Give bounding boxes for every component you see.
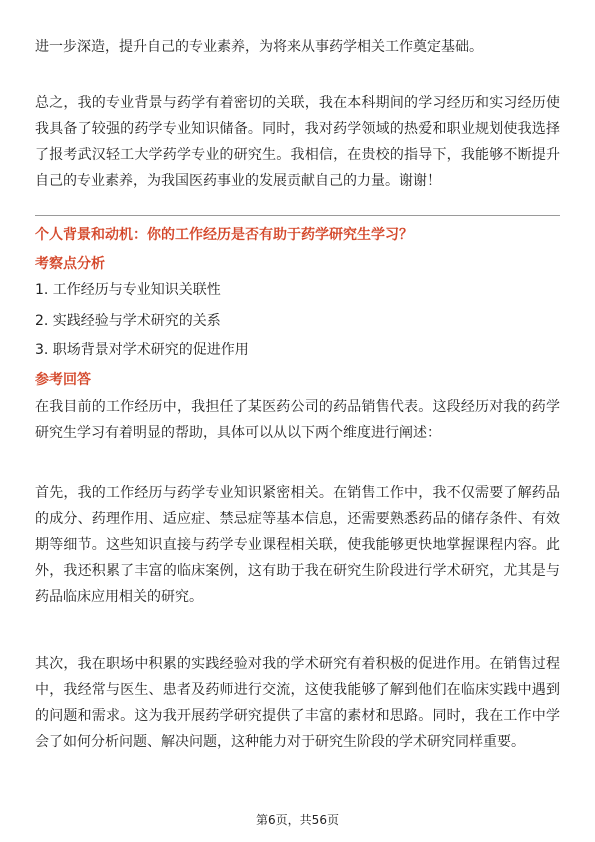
section-divider xyxy=(35,215,560,216)
analysis-title: 考察点分析 xyxy=(35,256,105,272)
question-heading: 个人背景和动机：你的工作经历是否有助于药学研究生学习？ xyxy=(35,227,413,243)
intro-paragraph: 进一步深造，提升自己的专业素养，为将来从事药学相关工作奠定基础。 xyxy=(35,39,483,55)
summary-paragraph: 总之，我的专业背景与药学有着密切的关联，我在本科期间的学习经历和实习经历使我具备了较强的药学专业知识储备。同时，我对药学领域的热爱和职业规划使我选择了报考武汉轻工大学药学专业的研究生。我相信，在贵校的指导下，我能够不断提升自己的专业素养，为我国医药事业的发展贡献自己的力量。谢谢！ xyxy=(35,95,560,189)
answer-paragraph: 其次，我在职场中积累的实践经验对我的学术研究有着积极的促进作用。在销售过程中，我经常与医生、患者及药师进行交流，这使我能够了解到他们在临床实践中遇到的问题和需求。这为我开展药学研究提供了丰富的素材和思路。同时，我在工作中学会了如何分析问题、解决问题，这种能力对于研究生阶段的学术研究同样重要。 xyxy=(35,656,560,750)
answer-paragraph: 首先，我的工作经历与药学专业知识紧密相关。在销售工作中，我不仅需要了解药品的成分、药理作用、适应症、禁忌症等基本信息，还需要熟悉药品的储存条件、有效期等细节。这些知识直接与药学专业课程相关联，使我能够更快地掌握课程内容。此外，我还积累了丰富的临床案例，这有助于我在研究生阶段进行学术研究，尤其是与药品临床应用相关的研究。 xyxy=(35,485,560,605)
answer-title: 参考回答 xyxy=(35,372,91,388)
answer-paragraph: 在我目前的工作经历中，我担任了某医药公司的药品销售代表。这段经历对我的药学研究生学习有着明显的帮助，具体可以从以下两个维度进行阐述： xyxy=(35,399,560,441)
analysis-point: 3. 职场背景对学术研究的促进作用 xyxy=(35,342,249,358)
page-number: 第6页，共56页 xyxy=(256,813,339,827)
analysis-point: 2. 实践经验与学术研究的关系 xyxy=(35,313,221,329)
analysis-point: 1. 工作经历与专业知识关联性 xyxy=(35,282,221,298)
